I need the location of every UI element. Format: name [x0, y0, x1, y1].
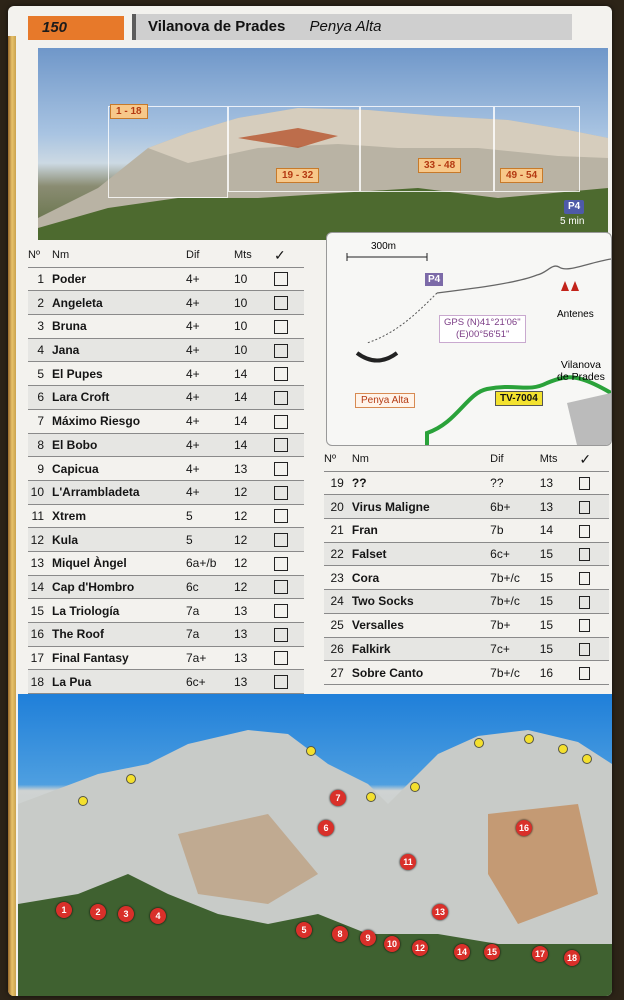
- route-checkbox[interactable]: [274, 367, 288, 381]
- route-marker: 16: [516, 820, 532, 836]
- sector-label-1: 1 - 18: [110, 104, 148, 119]
- route-checkbox[interactable]: [274, 580, 288, 594]
- route-marker: 18: [564, 950, 580, 966]
- route-check-cell: [579, 495, 609, 519]
- table-header-row: [28, 244, 304, 267]
- table-row: [324, 661, 609, 685]
- route-checkbox[interactable]: [274, 272, 288, 286]
- gps-east: (E)00°56'51": [456, 329, 510, 340]
- table-row: [324, 590, 609, 614]
- route-length: 12: [234, 575, 274, 599]
- route-number: 25: [324, 613, 348, 637]
- route-check-cell: [274, 457, 304, 481]
- route-number: 20: [324, 495, 348, 519]
- route-length: 12: [234, 528, 274, 552]
- route-name: El Bobo: [48, 433, 186, 457]
- col-name: Nm: [348, 448, 490, 471]
- anchor-5: [410, 782, 420, 792]
- route-check-cell: [579, 519, 609, 543]
- route-marker: 2: [90, 904, 106, 920]
- route-number: 24: [324, 590, 348, 614]
- route-check-cell: [579, 566, 609, 590]
- table-row: [28, 315, 304, 339]
- route-grade: 4+: [186, 386, 234, 410]
- map-scale: 300m: [371, 241, 397, 252]
- route-checkbox[interactable]: [579, 596, 590, 609]
- route-number: 27: [324, 661, 348, 685]
- route-check-cell: [274, 386, 304, 410]
- route-checkbox[interactable]: [274, 462, 288, 476]
- route-number: 10: [28, 480, 48, 504]
- route-check-cell: [579, 637, 609, 661]
- route-grade: 7a+: [186, 646, 234, 670]
- page-header: [28, 14, 612, 40]
- route-name: Final Fantasy: [48, 646, 186, 670]
- sector-title: Penya Alta: [309, 18, 382, 35]
- crag-label: Penya Alta: [355, 393, 415, 408]
- route-number: 12: [28, 528, 48, 552]
- route-number: 6: [28, 386, 48, 410]
- route-name: La Triología: [48, 599, 186, 623]
- route-length: 12: [234, 551, 274, 575]
- route-name: La Pua: [48, 670, 186, 694]
- route-grade: 7c+: [490, 637, 540, 661]
- col-check: ✓: [274, 244, 304, 267]
- route-check-cell: [274, 338, 304, 362]
- route-grade: 6c+: [186, 670, 234, 694]
- route-length: 13: [234, 623, 274, 647]
- route-grade: 4+: [186, 291, 234, 315]
- route-number: 21: [324, 519, 348, 543]
- route-check-cell: [579, 542, 609, 566]
- route-check-cell: [274, 599, 304, 623]
- col-dif: Dif: [490, 448, 540, 471]
- table-row: [28, 670, 304, 694]
- route-check-cell: [274, 267, 304, 291]
- route-marker: 1: [56, 902, 72, 918]
- route-check-cell: [274, 362, 304, 386]
- route-length: 13: [540, 471, 580, 495]
- route-checkbox[interactable]: [579, 619, 590, 632]
- col-check: ✓: [579, 448, 609, 471]
- route-name: Kula: [48, 528, 186, 552]
- route-number: 16: [28, 623, 48, 647]
- route-length: 13: [540, 495, 580, 519]
- route-grade: 4+: [186, 362, 234, 386]
- page-edge-tabs: [8, 36, 16, 996]
- route-check-cell: [274, 480, 304, 504]
- route-name: Cap d'Hombro: [48, 575, 186, 599]
- route-name: Sobre Canto: [348, 661, 490, 685]
- anchor-8: [558, 744, 568, 754]
- route-checkbox[interactable]: [274, 344, 288, 358]
- route-number: 4: [28, 338, 48, 362]
- table-row: [28, 291, 304, 315]
- crag-topo-photo: [18, 694, 612, 996]
- route-check-cell: [274, 575, 304, 599]
- route-marker: 11: [400, 854, 416, 870]
- parking-badge: P4: [564, 200, 584, 214]
- route-checkbox[interactable]: [579, 525, 590, 538]
- route-number: 11: [28, 504, 48, 528]
- route-grade: 7b+/c: [490, 661, 540, 685]
- sector-label-3: 33 - 48: [418, 158, 461, 173]
- route-marker: 15: [484, 944, 500, 960]
- route-number: 1: [28, 267, 48, 291]
- route-name: Capicua: [48, 457, 186, 481]
- route-grade: 7a: [186, 599, 234, 623]
- route-check-cell: [579, 661, 609, 685]
- route-number: 15: [28, 599, 48, 623]
- route-marker: 5: [296, 922, 312, 938]
- table-row: [28, 646, 304, 670]
- table-row: [28, 599, 304, 623]
- anchor-2: [126, 774, 136, 784]
- route-checkbox[interactable]: [274, 509, 288, 523]
- route-grade: 6c: [186, 575, 234, 599]
- guidebook-page: [8, 6, 612, 996]
- route-grade: 7b+/c: [490, 566, 540, 590]
- route-grade: 4+: [186, 315, 234, 339]
- route-length: 13: [234, 646, 274, 670]
- route-check-cell: [274, 528, 304, 552]
- table-row: [28, 338, 304, 362]
- approach-map: [326, 232, 612, 446]
- route-length: 15: [540, 590, 580, 614]
- route-length: 15: [540, 613, 580, 637]
- route-checkbox[interactable]: [579, 548, 590, 561]
- route-marker: 13: [432, 904, 448, 920]
- col-num: Nº: [28, 244, 48, 267]
- route-length: 13: [234, 670, 274, 694]
- route-length: 14: [540, 519, 580, 543]
- table-row: [324, 519, 609, 543]
- route-number: 17: [28, 646, 48, 670]
- route-name: Xtrem: [48, 504, 186, 528]
- route-grade: 5: [186, 528, 234, 552]
- route-length: 12: [234, 480, 274, 504]
- route-marker: 14: [454, 944, 470, 960]
- table-row: [28, 480, 304, 504]
- route-length: 16: [540, 661, 580, 685]
- route-number: 5: [28, 362, 48, 386]
- route-name: Angeleta: [48, 291, 186, 315]
- town-label: [557, 359, 605, 383]
- anchor-4: [366, 792, 376, 802]
- route-name: Miquel Àngel: [48, 551, 186, 575]
- town-line-2: de Prades: [557, 371, 605, 383]
- route-name: The Roof: [48, 623, 186, 647]
- table-row: [28, 267, 304, 291]
- page-number: 150: [28, 16, 124, 40]
- routes-table-left: [28, 244, 318, 694]
- table-row: [28, 457, 304, 481]
- col-mts: Mts: [234, 244, 274, 267]
- sector-frame-3: [360, 106, 494, 192]
- route-name: Two Socks: [348, 590, 490, 614]
- table-row: [324, 471, 609, 495]
- route-length: 10: [234, 267, 274, 291]
- route-number: 9: [28, 457, 48, 481]
- sector-label-2: 19 - 32: [276, 168, 319, 183]
- col-mts: Mts: [540, 448, 580, 471]
- route-check-cell: [274, 623, 304, 647]
- sector-frame-1: [108, 106, 228, 198]
- route-length: 10: [234, 291, 274, 315]
- route-length: 14: [234, 386, 274, 410]
- route-number: 13: [28, 551, 48, 575]
- route-check-cell: [274, 646, 304, 670]
- anchor-9: [582, 754, 592, 764]
- col-name: Nm: [48, 244, 186, 267]
- route-number: 18: [28, 670, 48, 694]
- table-row: [28, 575, 304, 599]
- route-number: 7: [28, 409, 48, 433]
- route-check-cell: [579, 471, 609, 495]
- route-grade: 6c+: [490, 542, 540, 566]
- route-marker: 10: [384, 936, 400, 952]
- route-check-cell: [579, 613, 609, 637]
- col-dif: Dif: [186, 244, 234, 267]
- route-checkbox[interactable]: [274, 628, 288, 642]
- route-marker: 8: [332, 926, 348, 942]
- route-length: 12: [234, 504, 274, 528]
- route-grade: 4+: [186, 433, 234, 457]
- route-checkbox[interactable]: [579, 572, 590, 585]
- table-header-row: [324, 448, 609, 471]
- table-row: [324, 542, 609, 566]
- route-marker: 17: [532, 946, 548, 962]
- route-checkbox[interactable]: [274, 391, 288, 405]
- crag-overview-photo: [38, 48, 608, 240]
- route-grade: 7b+/c: [490, 590, 540, 614]
- route-checkbox[interactable]: [579, 667, 590, 680]
- route-marker: 4: [150, 908, 166, 924]
- route-check-cell: [274, 291, 304, 315]
- route-length: 10: [234, 315, 274, 339]
- route-name: Cora: [348, 566, 490, 590]
- gps-north: GPS (N)41°21'06": [444, 317, 521, 328]
- route-name: El Pupes: [48, 362, 186, 386]
- route-name: Bruna: [48, 315, 186, 339]
- route-check-cell: [274, 670, 304, 694]
- route-grade: ??: [490, 471, 540, 495]
- route-grade: 4+: [186, 457, 234, 481]
- route-length: 15: [540, 542, 580, 566]
- table-row: [28, 504, 304, 528]
- route-number: 3: [28, 315, 48, 339]
- route-length: 10: [234, 338, 274, 362]
- route-name: Versalles: [348, 613, 490, 637]
- route-grade: 6b+: [490, 495, 540, 519]
- table-row: [324, 495, 609, 519]
- table-row: [28, 623, 304, 647]
- table-row: [324, 613, 609, 637]
- map-parking: P4: [425, 273, 443, 286]
- anchor-3: [306, 746, 316, 756]
- table-row: [324, 637, 609, 661]
- road-label: TV-7004: [495, 391, 543, 406]
- sector-label-4: 49 - 54: [500, 168, 543, 183]
- routes-table: [324, 448, 609, 685]
- route-number: 23: [324, 566, 348, 590]
- route-checkbox[interactable]: [274, 533, 288, 547]
- route-checkbox[interactable]: [274, 438, 288, 452]
- anchor-6: [474, 738, 484, 748]
- route-number: 2: [28, 291, 48, 315]
- crag-topo-drawing: [18, 694, 612, 996]
- route-checkbox[interactable]: [274, 675, 288, 689]
- route-check-cell: [579, 590, 609, 614]
- table-row: [28, 362, 304, 386]
- route-checkbox[interactable]: [274, 486, 288, 500]
- route-length: 15: [540, 637, 580, 661]
- route-grade: 7a: [186, 623, 234, 647]
- route-length: 13: [234, 457, 274, 481]
- route-grade: 6a+/b: [186, 551, 234, 575]
- route-checkbox[interactable]: [274, 651, 288, 665]
- route-grade: 4+: [186, 409, 234, 433]
- route-length: 15: [540, 566, 580, 590]
- route-checkbox[interactable]: [274, 296, 288, 310]
- antennas-label: Antenes: [557, 309, 594, 320]
- route-name: Falset: [348, 542, 490, 566]
- route-marker: 9: [360, 930, 376, 946]
- route-check-cell: [274, 433, 304, 457]
- route-checkbox[interactable]: [274, 557, 288, 571]
- route-name: Lara Croft: [48, 386, 186, 410]
- table-row: [28, 433, 304, 457]
- route-number: 19: [324, 471, 348, 495]
- route-marker: 12: [412, 940, 428, 956]
- anchor-1: [78, 796, 88, 806]
- walk-time: 5 min: [560, 216, 585, 227]
- route-checkbox[interactable]: [579, 643, 590, 656]
- routes-table-right: [324, 448, 609, 685]
- route-length: 14: [234, 433, 274, 457]
- route-number: 26: [324, 637, 348, 661]
- route-length: 14: [234, 362, 274, 386]
- town-line-1: Vilanova: [560, 359, 601, 371]
- route-grade: 4+: [186, 267, 234, 291]
- route-name: Poder: [48, 267, 186, 291]
- route-checkbox[interactable]: [579, 501, 590, 514]
- route-grade: 7b+: [490, 613, 540, 637]
- route-checkbox[interactable]: [274, 415, 288, 429]
- route-name: L'Arrambladeta: [48, 480, 186, 504]
- route-check-cell: [274, 315, 304, 339]
- table-row: [28, 528, 304, 552]
- col-num: Nº: [324, 448, 348, 471]
- page-title: [132, 14, 572, 40]
- route-grade: 7b: [490, 519, 540, 543]
- table-row: [28, 409, 304, 433]
- route-name: Máximo Riesgo: [48, 409, 186, 433]
- route-name: Virus Maligne: [348, 495, 490, 519]
- route-check-cell: [274, 409, 304, 433]
- route-marker: 3: [118, 906, 134, 922]
- route-number: 22: [324, 542, 348, 566]
- route-grade: 4+: [186, 480, 234, 504]
- route-marker: 6: [318, 820, 334, 836]
- anchor-7: [524, 734, 534, 744]
- route-number: 14: [28, 575, 48, 599]
- table-row: [28, 386, 304, 410]
- table-row: [324, 566, 609, 590]
- route-marker: 7: [330, 790, 346, 806]
- route-name: ??: [348, 471, 490, 495]
- route-length: 14: [234, 409, 274, 433]
- route-number: 8: [28, 433, 48, 457]
- route-grade: 4+: [186, 338, 234, 362]
- route-name: Jana: [48, 338, 186, 362]
- routes-table: [28, 244, 304, 694]
- route-name: Fran: [348, 519, 490, 543]
- route-checkbox[interactable]: [274, 604, 288, 618]
- route-check-cell: [274, 504, 304, 528]
- route-checkbox[interactable]: [274, 320, 288, 334]
- table-row: [28, 551, 304, 575]
- route-check-cell: [274, 551, 304, 575]
- area-title: Vilanova de Prades: [148, 18, 286, 35]
- gps-coordinates: [439, 315, 526, 343]
- route-checkbox[interactable]: [579, 477, 590, 490]
- route-length: 13: [234, 599, 274, 623]
- route-name: Falkirk: [348, 637, 490, 661]
- route-grade: 5: [186, 504, 234, 528]
